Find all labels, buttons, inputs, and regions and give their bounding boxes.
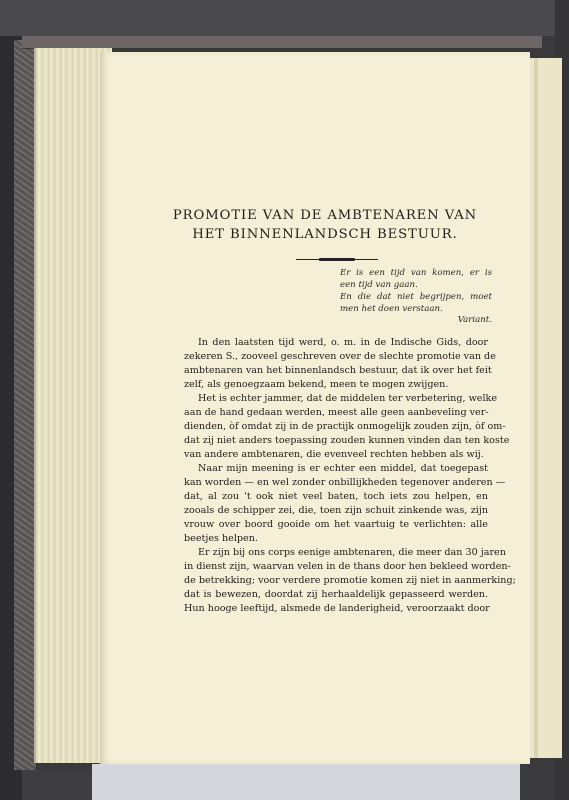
body-line: van andere ambtenaren, die evenveel rechten hebben als wij. <box>184 449 484 460</box>
body-line: ambtenaren van het binnenlandsch bestuur, dat ik over het feit <box>184 365 492 376</box>
facing-page-gutter <box>534 58 538 758</box>
body-line: kan worden — en wel zonder onbillijkheden tegenover anderen — <box>184 477 506 488</box>
title-divider-center <box>319 258 355 261</box>
body-line: zooals de schipper zei, die, toen zijn schuit zinkende was, zijn <box>184 505 488 516</box>
body-line: In den laatsten tijd werd, o. m. in de Indische Gids, door <box>198 337 488 348</box>
body-line: Het is echter jammer, dat de middelen ter verbetering, welke <box>198 393 498 404</box>
facing-page-edge <box>527 58 562 758</box>
body-line: dienden, òf omdat zij in de practijk onmogelijk zouden zijn, òf om- <box>184 421 506 432</box>
body-line: vrouw over boord gooide om het vaartuig te verlichten: alle <box>184 519 488 530</box>
epigraph-line: Er is een tijd van komen, er is <box>340 268 492 278</box>
body-line: Naar mijn meening is er echter een middel, dat toegepast <box>198 463 488 474</box>
body-line: dat is bewezen, doordat zij herhaaldelijk gepasseerd werden. <box>184 589 488 600</box>
body-line: zelf, als genoegzaam bekend, meen te mogen zwijgen. <box>184 379 449 390</box>
body-line: Hun hooge leeftijd, alsmede de landerigheid, veroorzaakt door <box>184 603 490 614</box>
body-line: Er zijn bij ons corps eenige ambtenaren, die meer dan 30 jaren <box>198 547 506 558</box>
body-line: dat zij niet anders toepassing zouden kunnen vinden dan ten koste <box>184 435 510 446</box>
epigraph-line: men het doen verstaan. <box>340 304 443 314</box>
article-title-line-1: PROMOTIE VAN DE AMBTENAREN VAN <box>172 208 478 223</box>
epigraph-source: Variant. <box>457 315 492 325</box>
epigraph-line: een tijd van gaan. <box>340 280 418 290</box>
paper-sheet-bottom <box>92 764 520 800</box>
epigraph-line: En die dat niet begrijpen, moet <box>340 292 492 302</box>
body-line: zekeren S., zooveel geschreven over de slechte promotie van de <box>184 351 496 362</box>
article-title-line-2: HET BINNENLANDSCH BESTUUR. <box>192 227 458 242</box>
body-line: de betrekking; voor verdere promotie komen zij niet in aanmerking; <box>184 575 516 586</box>
background-bottom-left <box>22 770 92 800</box>
background-top <box>0 0 569 36</box>
body-line: in dienst zijn, waarvan velen in de thans door hen bekleed worden- <box>184 561 511 572</box>
body-line: aan de hand gedaan werden, meest alle geen aanbeveling ver- <box>184 407 489 418</box>
body-line: dat, al zou 't ook niet veel baten, toch iets zou helpen, en <box>184 491 488 502</box>
body-line: beetjes helpen. <box>184 533 258 544</box>
